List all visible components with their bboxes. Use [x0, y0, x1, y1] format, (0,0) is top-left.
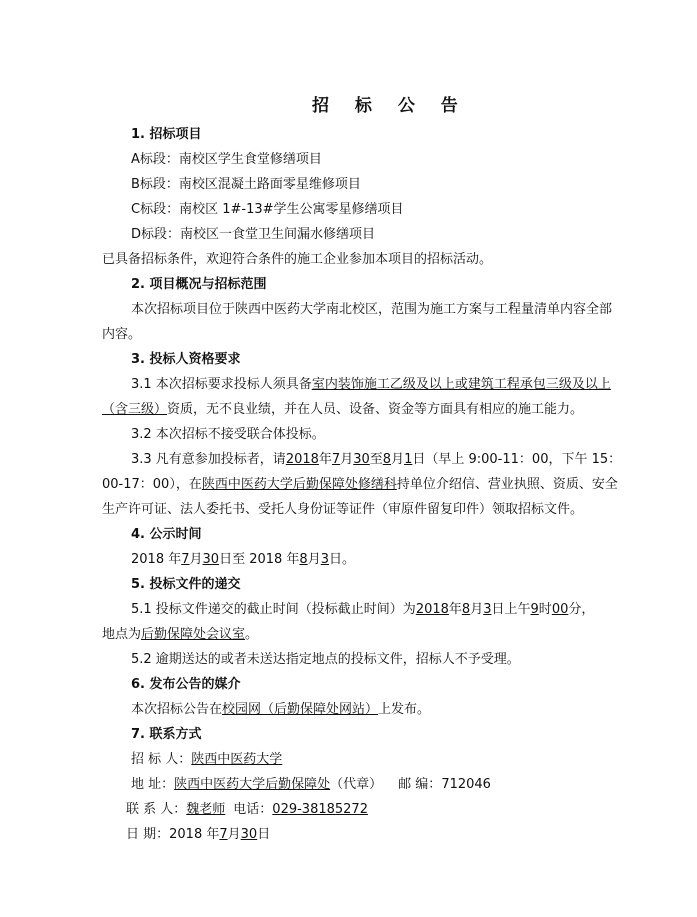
required-documents: 持单位介绍信、营业执照、资质、安全 — [396, 477, 618, 492]
postcode-label: 邮 编： — [398, 777, 442, 792]
clause-3-1-text: 3.1 本次招标要求投标人须具备 — [131, 377, 312, 392]
publicity-year: 2018 年 — [131, 552, 182, 567]
qualification-requirement: 室内装饰施工乙级及以上或建筑工程承包三级及以上 — [311, 377, 611, 392]
address-line — [131, 776, 491, 794]
section-1-heading: 1. 招标项目 — [131, 127, 202, 142]
qualification-requirement-cont: （含三级） — [102, 402, 168, 417]
range-to: 至 — [369, 452, 383, 467]
section-2-heading: 2. 项目概况与招标范围 — [131, 277, 267, 292]
end-month: 8 — [382, 452, 392, 467]
tenderer-line — [131, 751, 282, 769]
publication-media: 校园网（后勤保障处网站） — [222, 702, 379, 717]
clause-3-3-line-2 — [102, 476, 618, 494]
phone-number: 029-38185272 — [272, 802, 368, 817]
tenderer-label: 招 标 人： — [131, 752, 192, 767]
clause-3-3-line-1 — [131, 451, 621, 469]
section-3-heading: 3. 投标人资格要求 — [131, 352, 241, 367]
start-day: 30 — [353, 452, 370, 467]
publicity-end-month: 8 — [299, 552, 308, 567]
lot-c: C标段：南校区 1#-13#学生公寓零星修缮项目 — [131, 202, 404, 217]
section-5-heading: 5. 投标文件的递交 — [131, 577, 241, 592]
address-suffix: （代章） — [330, 777, 383, 792]
month-unit: 月 — [189, 552, 203, 567]
period: 。 — [245, 627, 259, 642]
clause-3-1-text-cont: 资质，无不良业绩，并在人员、设备、资金等方面具有相应的施工能力。 — [167, 402, 584, 417]
clause-3-3-text: 3.3 凡有意参加投标者，请 — [131, 452, 286, 467]
month-unit: 月 — [340, 452, 354, 467]
date-month: 7 — [219, 827, 228, 842]
date-day: 30 — [240, 827, 258, 842]
deadline-day: 3 — [483, 602, 492, 617]
month-unit: 月 — [470, 602, 484, 617]
section-4-heading: 4. 公示时间 — [131, 527, 202, 542]
end-day: 1 — [404, 452, 413, 467]
contact-label: 联 系 人： — [126, 802, 187, 817]
page-title: 招 标 公 告 — [312, 96, 468, 116]
clause-5-2: 5.2 逾期送达的或者未送达指定地点的投标文件，招标人不予受理。 — [131, 652, 520, 667]
address-label: 地 址： — [131, 777, 175, 792]
clause-3-2: 3.2 本次招标不接受联合体投标。 — [131, 427, 325, 442]
hour-unit: 时 — [538, 602, 552, 617]
month-unit: 月 — [391, 452, 405, 467]
section-2-line-2: 内容。 — [102, 327, 142, 342]
deadline-minute: 00 — [551, 602, 569, 617]
deadline-month: 8 — [461, 602, 471, 617]
deadline-hour: 9 — [530, 602, 539, 617]
clause-3-3-line-3: 生产许可证、法人委托书、受托人身份证等证件（审原件留复印件）领取招标文件。 — [102, 502, 584, 517]
day-unit: 日 — [257, 827, 271, 842]
media-text-end: 上发布。 — [378, 702, 431, 717]
month-unit: 月 — [227, 827, 241, 842]
contact-line — [126, 801, 368, 819]
address-value: 陕西中医药大学后勤保障处 — [174, 777, 331, 792]
media-text: 本次招标公告在 — [131, 702, 223, 717]
contact-person: 魏老师 — [186, 802, 226, 817]
start-year: 2018 — [285, 452, 319, 467]
minute-unit: 分， — [568, 602, 595, 617]
lot-d: D标段：南校区一食堂卫生间漏水修缮项目 — [131, 227, 376, 242]
publicity-range: 日至 2018 年 — [219, 552, 300, 567]
section-1-closing: 已具备招标条件，欢迎符合条件的施工企业参加本项目的招标活动。 — [102, 252, 493, 267]
deadline-year: 2018 — [415, 602, 449, 617]
clause-5-1-line-2 — [102, 626, 258, 644]
section-2-line-1: 本次招标项目位于陕西中医药大学南北校区，范围为施工方案与工程量清单内容全部 — [131, 302, 613, 317]
publicity-end-day: 3 — [320, 552, 329, 567]
day-unit: 日。 — [329, 552, 356, 567]
lot-a: A标段：南校区学生食堂修缮项目 — [131, 152, 322, 167]
section-7-heading: 7. 联系方式 — [131, 727, 202, 742]
start-month: 7 — [331, 452, 341, 467]
postcode-value: 712046 — [441, 777, 491, 792]
clause-3-1-line-1 — [131, 376, 611, 394]
date-line — [126, 826, 270, 844]
phone-label: 电话： — [233, 802, 273, 817]
publicity-period — [131, 551, 355, 569]
section-6-heading: 6. 发布公告的媒介 — [131, 677, 241, 692]
office-hours-cont: 00-17：00），在 — [102, 477, 202, 492]
day-unit: 日上午 — [491, 602, 531, 617]
clause-5-1-text: 5.1 投标文件递交的截止时间（投标截止时间）为 — [131, 602, 416, 617]
media-line — [131, 701, 430, 719]
year-unit: 年 — [448, 602, 462, 617]
tenderer-name: 陕西中医药大学 — [191, 752, 283, 767]
location-label: 地点为 — [102, 627, 142, 642]
publicity-start-day: 30 — [202, 552, 220, 567]
year-unit: 年 — [318, 452, 332, 467]
month-unit: 月 — [307, 552, 321, 567]
office-hours: 日（早上 9:00-11：00，下午 15： — [412, 452, 622, 467]
clause-3-1-line-2 — [102, 401, 583, 419]
pickup-location: 陕西中医药大学后勤保障处修缮科 — [201, 477, 397, 492]
clause-5-1-line-1 — [131, 601, 594, 619]
publicity-start-month: 7 — [181, 552, 190, 567]
lot-b: B标段：南校区混凝土路面零星维修项目 — [131, 177, 361, 192]
submission-location: 后勤保障处会议室 — [141, 627, 246, 642]
date-label: 日 期：2018 年 — [126, 827, 220, 842]
